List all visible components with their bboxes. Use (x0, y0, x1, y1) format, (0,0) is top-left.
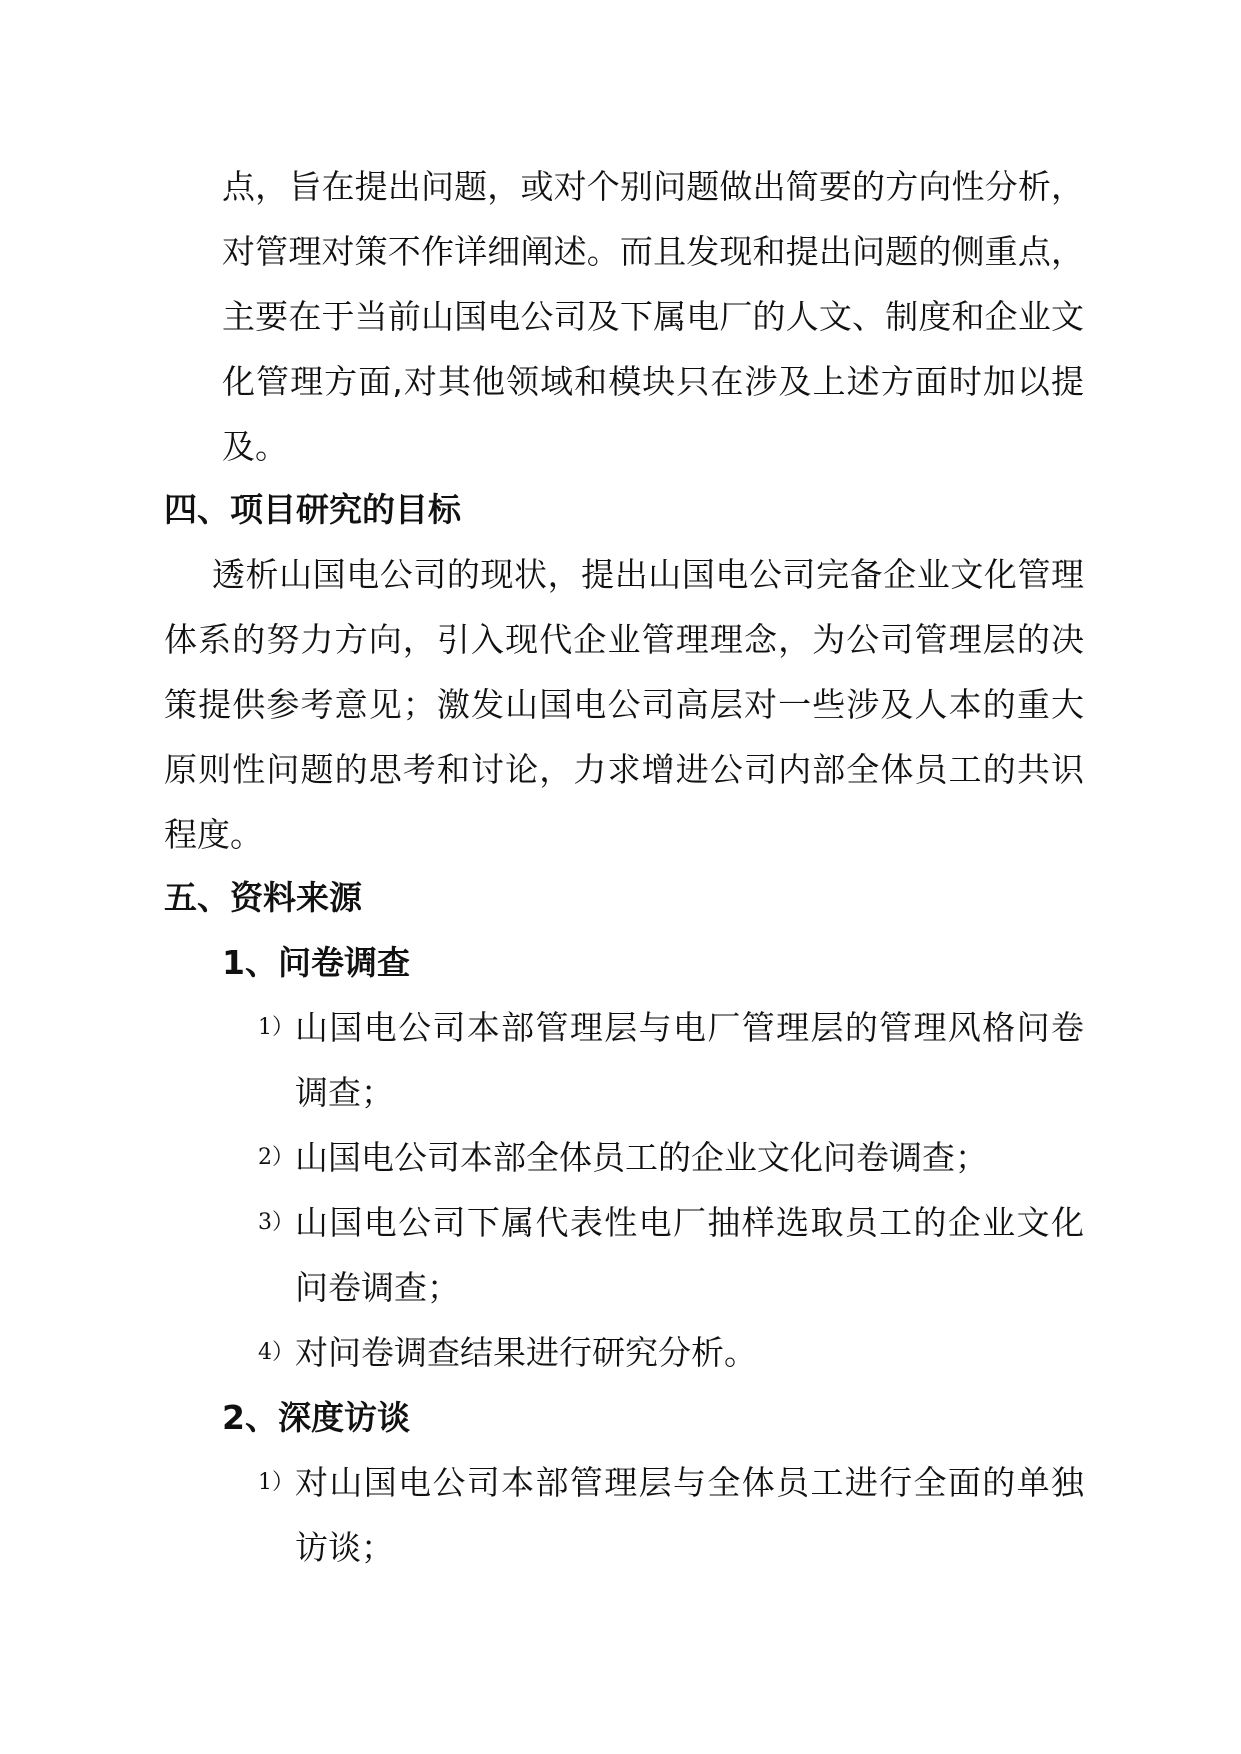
section-four-line-3: 策提供参考意见；激发山国电公司高层对一些涉及人本的重大 (164, 685, 1084, 724)
intro-line-1: 点，旨在提出问题，或对个别问题做出简要的方向性分析， (222, 167, 1084, 206)
sub-heading-questionnaire: 1、问卷调查 (222, 943, 410, 982)
section-four-line-4: 原则性问题的思考和讨论，力求增进公司内部全体员工的共识 (164, 750, 1084, 789)
list-item-text: 山国电公司本部管理层与电厂管理层的管理风格问卷 (295, 1008, 1084, 1047)
sub-heading-interview: 2、深度访谈 (222, 1398, 410, 1437)
list-item-number: 4） (258, 1340, 294, 1365)
list-item-text: 山国电公司本部全体员工的企业文化问卷调查； (295, 1138, 988, 1177)
list-item-text-cont: 访谈； (295, 1528, 394, 1567)
list-item-text: 对山国电公司本部管理层与全体员工进行全面的单独 (295, 1463, 1084, 1502)
list-item-text: 山国电公司下属代表性电厂抽样选取员工的企业文化 (295, 1203, 1084, 1242)
intro-line-4: 化管理方面,对其他领域和模块只在涉及上述方面时加以提 (222, 362, 1084, 401)
section-five-heading: 五、资料来源 (164, 878, 362, 917)
list-item-text-cont: 调查； (295, 1073, 394, 1112)
list-item-number: 3） (258, 1210, 294, 1235)
section-four-line-5: 程度。 (164, 815, 263, 854)
list-item-text-cont: 问卷调查； (295, 1268, 460, 1307)
list-item-number: 1） (258, 1015, 294, 1040)
section-four-line-1: 透析山国电公司的现状，提出山国电公司完备企业文化管理 (212, 555, 1084, 594)
intro-line-2: 对管理对策不作详细阐述。而且发现和提出问题的侧重点， (222, 232, 1084, 271)
intro-line-3: 主要在于当前山国电公司及下属电厂的人文、制度和企业文 (222, 297, 1084, 336)
intro-line-5: 及。 (222, 427, 288, 466)
list-item-number: 1） (258, 1470, 294, 1495)
list-item-text: 对问卷调查结果进行研究分析。 (295, 1333, 757, 1372)
section-four-heading: 四、项目研究的目标 (164, 490, 461, 529)
list-item-number: 2） (258, 1145, 294, 1170)
section-four-line-2: 体系的努力方向，引入现代企业管理理念，为公司管理层的决 (164, 620, 1084, 659)
